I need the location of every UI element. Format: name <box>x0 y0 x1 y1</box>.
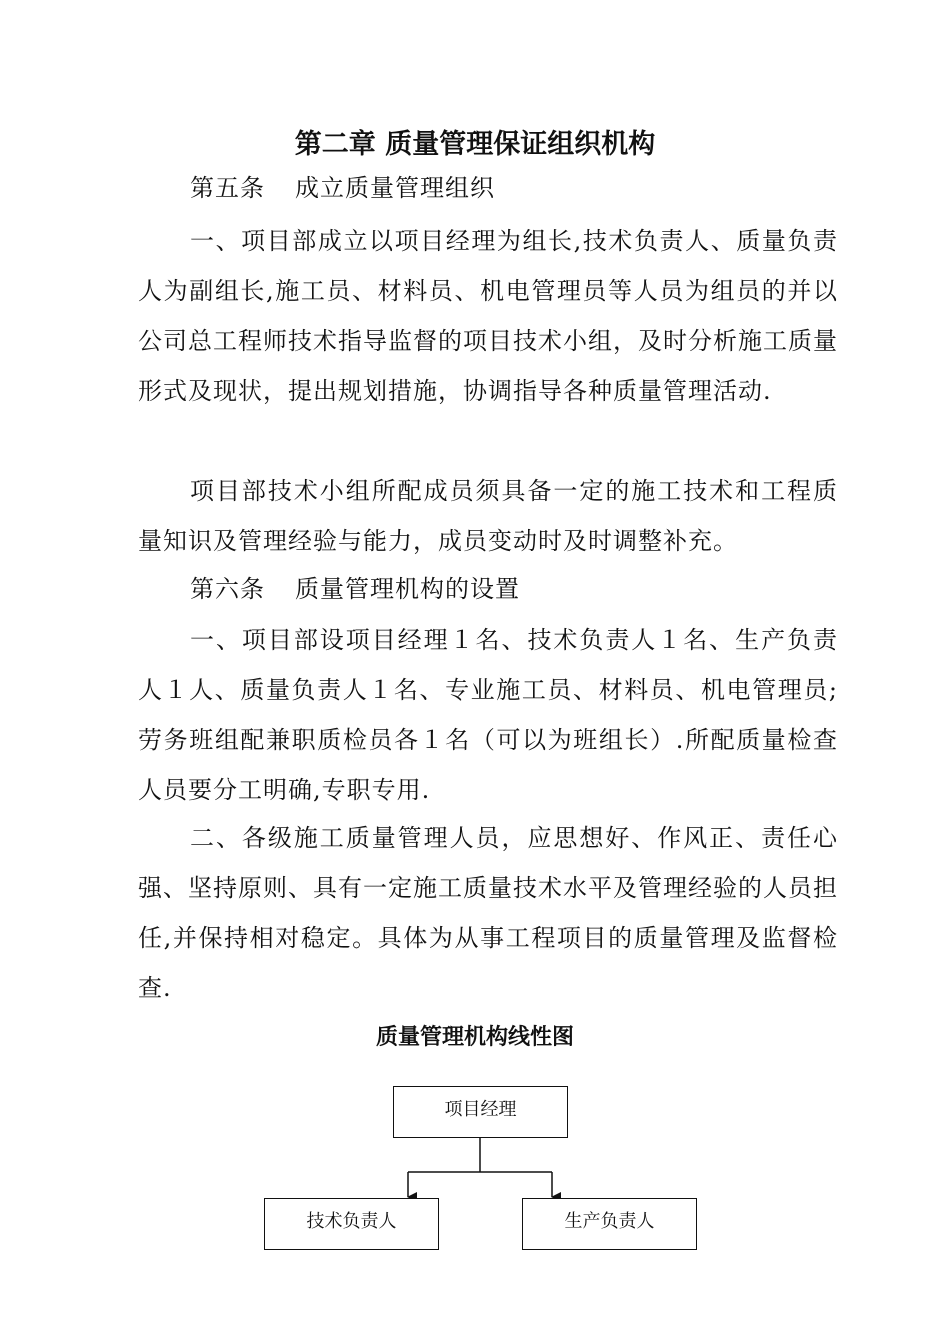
org-box-project-manager: 项目经理 <box>393 1086 568 1138</box>
article-6-paragraph-1: 一、项目部设项目经理１名、技术负责人１名、生产负责人１人、质量负责人１名、专业施工员、材料员、机电管理员;劳务班组配兼职质检员各１名（可以为班组长）.所配质量检查人员要分工明确,专职专用. <box>138 626 838 804</box>
org-box-production-lead: 生产负责人 <box>522 1198 697 1250</box>
article-5-title: 成立质量管理组织 <box>295 174 495 202</box>
chapter-title: 第二章 质量管理保证组织机构 <box>294 129 656 160</box>
article-5-paragraph-2: 项目部技术小组所配成员须具备一定的施工技术和工程质量知识及管理经验与能力，成员变动时及时调整补充。 <box>138 477 838 555</box>
article-6-paragraph-2: 二、各级施工质量管理人员，应思想好、作风正、责任心强、坚持原则、具有一定施工质量技术水平及管理经验的人员担任,并保持相对稳定。具体为从事工程项目的质量管理及监督检查. <box>138 824 838 1002</box>
article-5-paragraph-1: 一、项目部成立以项目经理为组长,技术负责人、质量负责人为副组长,施工员、材料员、机电管理员等人员为组员的并以公司总工程师技术指导监督的项目技术小组，及时分析施工质量形式及现状，提出规划措施，协调指导各种质量管理活动. <box>138 227 838 405</box>
article-6-number: 第六条 <box>190 575 265 603</box>
article-5-number: 第五条 <box>190 174 265 202</box>
org-chart-title: 质量管理机构线性图 <box>375 1025 574 1050</box>
org-box-tech-lead: 技术负责人 <box>264 1198 439 1250</box>
article-6-title: 质量管理机构的设置 <box>295 575 520 603</box>
